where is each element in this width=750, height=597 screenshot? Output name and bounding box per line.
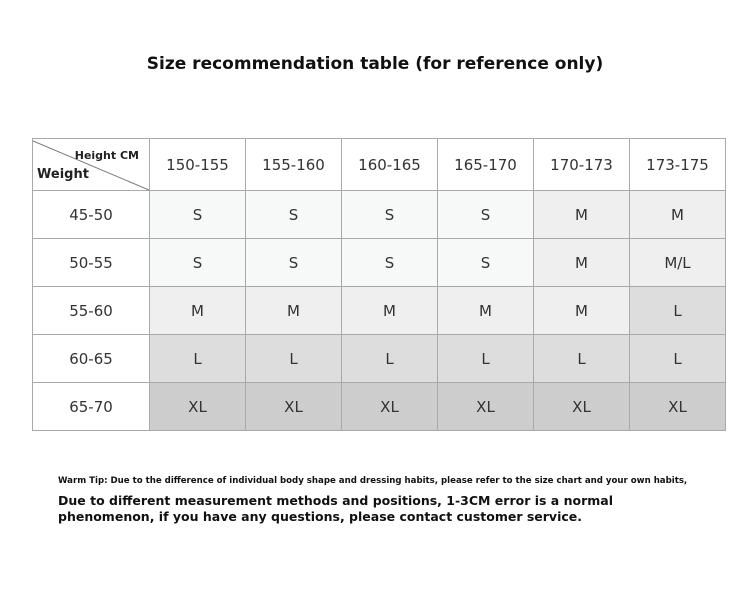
size-cell: L xyxy=(150,335,246,383)
size-cell: L xyxy=(534,335,630,383)
size-cell: L xyxy=(630,335,726,383)
size-cell: M xyxy=(534,287,630,335)
height-header-cell: 173-175 xyxy=(630,139,726,191)
diagonal-divider xyxy=(33,139,149,191)
weight-axis-label: Weight xyxy=(37,167,89,182)
size-cell: S xyxy=(438,239,534,287)
size-cell: XL xyxy=(438,383,534,431)
size-cell: S xyxy=(342,191,438,239)
size-cell: S xyxy=(342,239,438,287)
height-header-cell: 170-173 xyxy=(534,139,630,191)
table-row xyxy=(33,287,726,335)
size-cell: XL xyxy=(150,383,246,431)
size-cell: XL xyxy=(534,383,630,431)
size-cell: M xyxy=(534,191,630,239)
height-header-cell: 155-160 xyxy=(246,139,342,191)
header-row xyxy=(33,139,726,191)
table-row xyxy=(33,239,726,287)
size-cell: S xyxy=(150,191,246,239)
size-cell: L xyxy=(342,335,438,383)
size-cell: XL xyxy=(342,383,438,431)
size-cell: M xyxy=(342,287,438,335)
weight-cell: 60-65 xyxy=(33,335,150,383)
size-cell: M/L xyxy=(630,239,726,287)
table-row xyxy=(33,335,726,383)
height-axis-label: Height CM xyxy=(74,149,139,162)
warm-tip-line: Warm Tip: Due to the difference of individual body shape and dressing habits, please refer to the size chart and your own habits, xyxy=(58,476,688,486)
size-cell: L xyxy=(438,335,534,383)
size-cell: XL xyxy=(630,383,726,431)
weight-cell: 65-70 xyxy=(33,383,150,431)
weight-cell: 50-55 xyxy=(33,239,150,287)
size-cell: M xyxy=(630,191,726,239)
height-header-cell: 165-170 xyxy=(438,139,534,191)
size-table xyxy=(32,138,726,431)
size-cell: L xyxy=(630,287,726,335)
height-header-cell: 150-155 xyxy=(150,139,246,191)
page-title: Size recommendation table (for reference only) xyxy=(146,54,604,74)
size-cell: L xyxy=(246,335,342,383)
size-cell: XL xyxy=(246,383,342,431)
weight-cell: 55-60 xyxy=(33,287,150,335)
size-cell: M xyxy=(534,239,630,287)
corner-cell xyxy=(33,139,150,191)
size-cell: M xyxy=(246,287,342,335)
size-cell: S xyxy=(150,239,246,287)
size-cell: S xyxy=(438,191,534,239)
measurement-note: Due to different measurement methods and positions, 1-3CM error is a normal phenomenon, if you have any questions, please contact customer service. xyxy=(58,493,613,524)
weight-cell: 45-50 xyxy=(33,191,150,239)
size-cell: M xyxy=(438,287,534,335)
size-cell: S xyxy=(246,191,342,239)
table-row xyxy=(33,383,726,431)
table-row xyxy=(33,191,726,239)
size-cell: S xyxy=(246,239,342,287)
size-cell: M xyxy=(150,287,246,335)
height-header-cell: 160-165 xyxy=(342,139,438,191)
